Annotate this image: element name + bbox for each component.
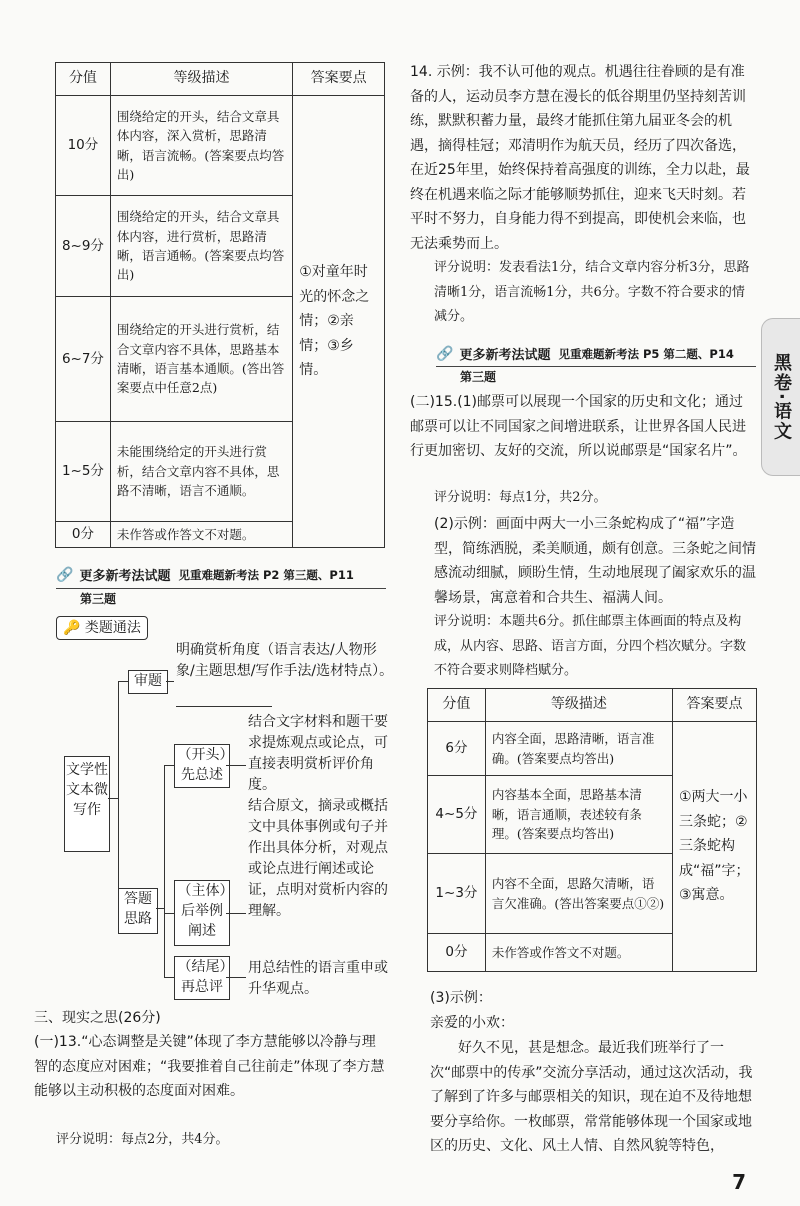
more-questions-2[interactable]: [436, 344, 734, 363]
subject-side-tab: 黑卷·语文: [761, 318, 800, 476]
more-ref: 见重难题新考法 P5 第二题、P14: [558, 346, 734, 361]
header-key-points: 答案要点: [293, 63, 385, 96]
header-description: 等级描述: [110, 63, 292, 96]
branch-review: 审题: [128, 670, 168, 694]
section-title: 三、现实之思(26分): [34, 1010, 161, 1026]
score-cell: 6~7分: [56, 297, 111, 422]
key-points-cell: ①两大一小三条蛇；②三条蛇构成“福”字；③寓意。: [673, 722, 757, 972]
description-cell: 未作答或作答文不对题。: [485, 934, 672, 972]
link-icon: 🔗: [56, 566, 74, 583]
description-cell: 内容全面，思路清晰，语言准确。(答案要点均答出): [485, 722, 672, 776]
question-15-part2-score: 评分说明：本题共6分。抓住邮票主体画面的特点及构成，从内容、思路、语言方面，分四个档次赋分。字数不符合要求则降档赋分。: [434, 614, 747, 678]
score-cell: 1~5分: [56, 422, 111, 522]
mindmap-root: 文学性文本微写作: [64, 756, 110, 852]
header-score: 分值: [428, 689, 486, 722]
description-cell: 围绕给定的开头进行赏析，结合文章内容不具体，思路基本清晰，语言基本通顺。(答出答案要点中任意2点): [110, 297, 292, 422]
sub-ending: （结尾）再总评: [174, 956, 230, 1000]
grading-table-2: [427, 688, 757, 972]
question-15-part1-score: 评分说明：每点1分，共2分。: [434, 490, 607, 505]
description-cell: 未作答或作答文不对题。: [110, 522, 292, 548]
question-14: 14. 示例：我不认可他的观点。机遇往往眷顾的是有准备的人，运动员李方慧在漫长的低谷期里仍坚持刻苦训练，默默积蓄力量，最终才能抓住第九届亚冬会的机遇，摘得桂冠；邓清明作为航天员，经历了四次备选，在近25年里，始终保持着高强度的训练，全力以赴，最终在机遇来临之际才能够顺势抓住，迎来飞天时刻。若平时不努力，自身能力得不到提高，即使机会来临，也无法乘势而上。: [410, 64, 750, 252]
more-questions-1[interactable]: [56, 565, 354, 584]
letter-greeting: 亲爱的小欢：: [430, 1015, 514, 1031]
header-description: 等级描述: [485, 689, 672, 722]
question-15-part2: (2)示例：画面中两大一小三条蛇构成了“福”字造型，简练洒脱，柔美顺通，颇有创意。三条蛇之间情感流动细腻，顾盼生情，生动地展现了阖家欢乐的温馨场景，寓意着和合共生、福满人间。: [434, 516, 756, 606]
question-15-part3-label: (3)示例：: [430, 990, 492, 1006]
score-cell: 10分: [56, 96, 111, 196]
more-title: 更多新考法试题: [79, 569, 171, 584]
description-cell: 围绕给定的开头，结合文章具体内容，进行赏析，思路清晰，语言通畅。(答案要点均答出): [110, 196, 292, 297]
key-points-cell: ①对童年时光的怀念之情；②亲情；③乡情。: [293, 96, 385, 548]
page-number: 7: [732, 1170, 746, 1194]
score-cell: 6分: [428, 722, 486, 776]
more-ref: 见重难题新考法 P2 第三题、P11: [178, 567, 354, 582]
score-cell: 0分: [428, 934, 486, 972]
question-15-part1: (二)15.(1)邮票可以展现一个国家的历史和文化；通过邮票可以让不同国家之间增进联系，让世界各国人民进行更加密切、友好的交流，所以说邮票是“国家名片”。: [410, 394, 747, 459]
question-14-score: 评分说明：发表看法1分，结合文章内容分析3分，思路清晰1分，语言流畅1分，共6分。字数不符合要求的情减分。: [434, 260, 750, 324]
description-cell: 未能围绕给定的开头进行赏析，结合文章内容不具体，思路不清晰，语言不通顺。: [110, 422, 292, 522]
score-cell: 1~3分: [428, 854, 486, 934]
score-cell: 8~9分: [56, 196, 111, 297]
sub-opening-text: 结合文字材料和题干要求提炼观点或论点，可直接表明赏析评价角度。: [248, 714, 388, 793]
header-score: 分值: [56, 63, 111, 96]
sub-ending-text: 用总结性的语言重申或升华观点。: [248, 960, 388, 997]
sub-body-text: 结合原文，摘录或概括文中具体事例或句子并作出具体分析，对观点或论点进行阐述或论证，点明对赏析内容的理解。: [248, 798, 388, 919]
sub-opening: （开头）先总述: [174, 744, 230, 788]
branch-answer: 答题思路: [118, 888, 158, 934]
description-cell: 内容基本全面，思路基本清晰，语言通顺，表述较有条理。(答案要点均答出): [485, 776, 672, 854]
description-cell: 内容不全面，思路欠清晰，语言欠准确。(答出答案要点①②): [485, 854, 672, 934]
score-cell: 0分: [56, 522, 111, 548]
more-title: 更多新考法试题: [459, 348, 551, 363]
link-icon: 🔗: [436, 345, 454, 362]
score-cell: 4~5分: [428, 776, 486, 854]
grading-table-1: [55, 62, 385, 548]
branch-review-text: 明确赏析角度（语言表达/人物形象/主题思想/写作手法/选材特点）。: [176, 642, 394, 679]
more-cont: 第三题: [460, 370, 497, 384]
key-icon: 🔑: [63, 620, 81, 636]
sub-body: （主体）后举例阐述: [174, 880, 230, 946]
description-cell: 围绕给定的开头，结合文章具体内容，深入赏析，思路清晰，语言流畅。(答案要点均答出): [110, 96, 292, 196]
header-key-points: 答案要点: [673, 689, 757, 722]
question-13-score: 评分说明：每点2分，共4分。: [56, 1132, 229, 1147]
letter-body: 好久不见，甚是想念。最近我们班举行了一次“邮票中的传承”交流分享活动，通过这次活动，我了解到了许多与邮票相关的知识，现在迫不及待地想要分享给你。一枚邮票，常常能够体现一个国家或地区的历史、文化、风土人情、自然风貌等特色，: [430, 1040, 753, 1154]
question-13: (一)13.“心态调整是关键”体现了李方慧能够以冷静与理智的态度应对困难；“我要推着自己往前走”体现了李方慧能够以主动积极的态度面对困难。: [34, 1034, 385, 1099]
more-cont: 第三题: [80, 592, 117, 606]
method-badge: 🔑 类题通法: [56, 616, 148, 640]
